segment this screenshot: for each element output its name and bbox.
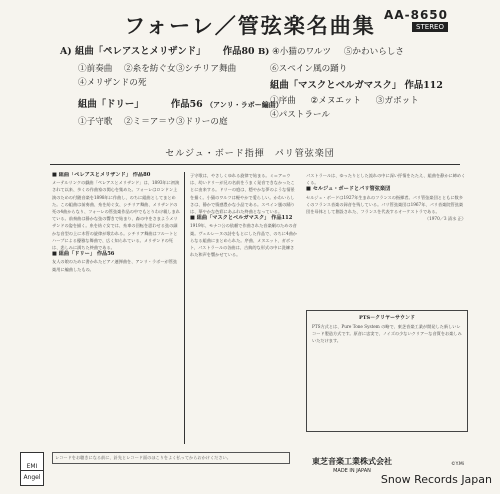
side-b-suite-opus: 作品112 bbox=[404, 80, 443, 91]
side-a-suite1-track-4: ④メリザンドの死 bbox=[78, 78, 147, 88]
notes-text-6: セルジュ・ボードは1927年生まれのフランスの指揮者。パリ管弦楽団とともに数多くのフランス音楽の録音を残している。パリ管弦楽団は1967年、パリ音楽院管弦楽団を母体として創設された、フランスを代表するオーケストラである。 bbox=[306, 194, 464, 215]
side-b-suite-track-3: ③ガボット bbox=[375, 96, 419, 106]
side-b-label: B) bbox=[258, 47, 270, 57]
side-a-suite2-name: 組曲「ドリー」 bbox=[78, 99, 144, 110]
side-a-suite2-opus: 作品56 bbox=[170, 99, 203, 110]
publisher-name: 東芝音楽工業株式会社 bbox=[312, 456, 392, 466]
notes-signature: （1970／3 清水 正） bbox=[424, 216, 466, 222]
side-a-suite2-arr: （アンリ・ラボー編曲） bbox=[205, 100, 283, 109]
side-a-suite1-track-3: ③シチリア舞曲 bbox=[176, 64, 237, 74]
notes-text-4: 1919年、モナコ公の依頼で作曲された音楽劇のための音楽。ヴェルレーヌの詩をもとにした作品で、のちに4曲からなる組曲にまとめられた。序曲、メヌエット、ガボット、パストラールの各曲は、古典的な形式の中に洗練された和声を響かせている。 bbox=[190, 223, 297, 258]
side-b-suite-tracks-row1 bbox=[270, 94, 419, 106]
column-divider bbox=[184, 172, 185, 444]
notes-text-2: 友人の娘のために書かれたピアノ連弾曲を、アンリ・ラボーが管弦楽用に編曲したもの。 bbox=[52, 259, 178, 272]
catalog-number: AA-8650 bbox=[384, 8, 448, 22]
watermark-text: Snow Records Japan bbox=[380, 473, 492, 486]
print-code: ©Y.Mi bbox=[451, 462, 464, 467]
side-a-suite2-track-1: ①子守歌 bbox=[78, 117, 113, 127]
made-in-label: MADE IN JAPAN bbox=[333, 468, 371, 474]
side-a-suite1-name: 組曲「ペレアスとメリザンド」 bbox=[74, 46, 206, 57]
side-a-suite1-track-1: ①前奏曲 bbox=[78, 64, 113, 74]
divider bbox=[50, 164, 460, 165]
side-b-suite-track-1: ①序曲 bbox=[270, 96, 296, 106]
side-b-track-3: ⑥スペイン風の踊り bbox=[270, 64, 348, 74]
stereo-badge: STEREO bbox=[412, 22, 448, 32]
side-a-label: A) bbox=[60, 46, 72, 57]
side-a-suite1 bbox=[60, 43, 255, 57]
notes-text-1: メーテルリンクの戯曲「ペレアスとメリザンド」は、1893年に初演されて以来、多くの作曲家の関心を集めた。フォーレはロンドン上演のための付随音楽を1898年に作曲し、のちに組曲としてまとめた。この組曲は前奏曲、糸を紡ぐ女、シチリア舞曲、メリザンドの死の4曲からなり、フォーレの管弦楽作品の中でもとりわけ親しまれている。前奏曲は静かな弦の響きで始まり、森の中をさまようメリザンドの姿を描く。糸を紡ぐ女では、糸車の回転を思わせる弦の細かな音型の上に木管の旋律が歌われる。シチリア舞曲はフルートとハープによる優雅な舞曲で、広く知られている。メリザンドの死は、悲しみに満ちた終曲である。 bbox=[52, 180, 180, 251]
side-b-suite bbox=[270, 77, 443, 91]
pts-text: PTS方式とは、Pure Tone System の略で、東芝音楽工業が開発した新しいレコード製造方式です。原音に忠実で、ノイズの少ないクリアーな音質をお楽しみいただけます。 bbox=[312, 324, 462, 343]
care-notice: レコードをお聴きになる前に、針先とレコード面のほこりをよく払ってからおかけください。 bbox=[52, 452, 290, 464]
notes-heading-3: ■ 組曲「マスクとベルガマスク」 作品112 bbox=[190, 215, 293, 222]
page-title: フォーレ／管弦楽名曲集 bbox=[124, 13, 376, 38]
notes-heading-2: ■ 組曲「ドリー」 作品56 bbox=[52, 251, 115, 258]
notes-column-2 bbox=[190, 172, 298, 444]
side-a-suite1-opus: 作品80 bbox=[222, 46, 255, 57]
pts-info-box bbox=[306, 310, 468, 432]
notes-heading-4: ■ セルジュ・ボードとパリ管弦楽団 bbox=[306, 186, 391, 193]
angel-logo: Angel bbox=[20, 470, 44, 486]
side-a-suite2 bbox=[78, 96, 283, 110]
notes-text-5: パストラールは、ゆったりとした流れの中に深い抒情をたたえ、組曲を静かに締めくくる。 bbox=[306, 173, 466, 186]
side-b-track-row1 bbox=[258, 45, 404, 57]
performer-credits: セルジュ・ボード指揮 パリ管弦楽団 bbox=[165, 149, 335, 159]
side-b-track-2: ⑤かわいらしさ bbox=[343, 47, 404, 57]
emi-logo: EMI bbox=[20, 452, 44, 482]
side-b-suite-track-2: ②メヌエット bbox=[310, 96, 362, 106]
side-a-suite1-track-2: ②糸を紡ぐ女 bbox=[124, 64, 176, 74]
side-b-suite-track-4: ④パストラール bbox=[270, 110, 330, 120]
notes-heading-1: ■ 組曲「ペレアスとメリザンド」 作品80 bbox=[52, 172, 151, 178]
side-a-suite2-track-2: ②ミ＝ア＝ウ bbox=[124, 117, 176, 127]
side-b-track-1: ④小猫のワルツ bbox=[272, 47, 332, 57]
notes-text-3: 子守歌は、やさしくゆれる旋律で始まる。ミ＝ア＝ウは、幼いドリーが兄の名前をうまく発音できなかったことに由来する。ドリーの庭は、穏やかな夢のような情景を描く。小猫のワルツは軽やかで愛らしい。かわいらしさは、静かで情感豊かな小品である。スペイン風の踊りは、華やかな色彩にあふれた終曲となっている。 bbox=[190, 173, 295, 215]
pts-title: PTS－クリヤーサウンド bbox=[359, 315, 415, 321]
side-b-suite-name: 組曲「マスクとベルガマスク」 bbox=[270, 80, 402, 91]
notes-column-1 bbox=[52, 172, 180, 444]
side-a-suite2-track-3: ③ドリーの庭 bbox=[176, 117, 228, 127]
notes-column-3 bbox=[306, 172, 466, 304]
